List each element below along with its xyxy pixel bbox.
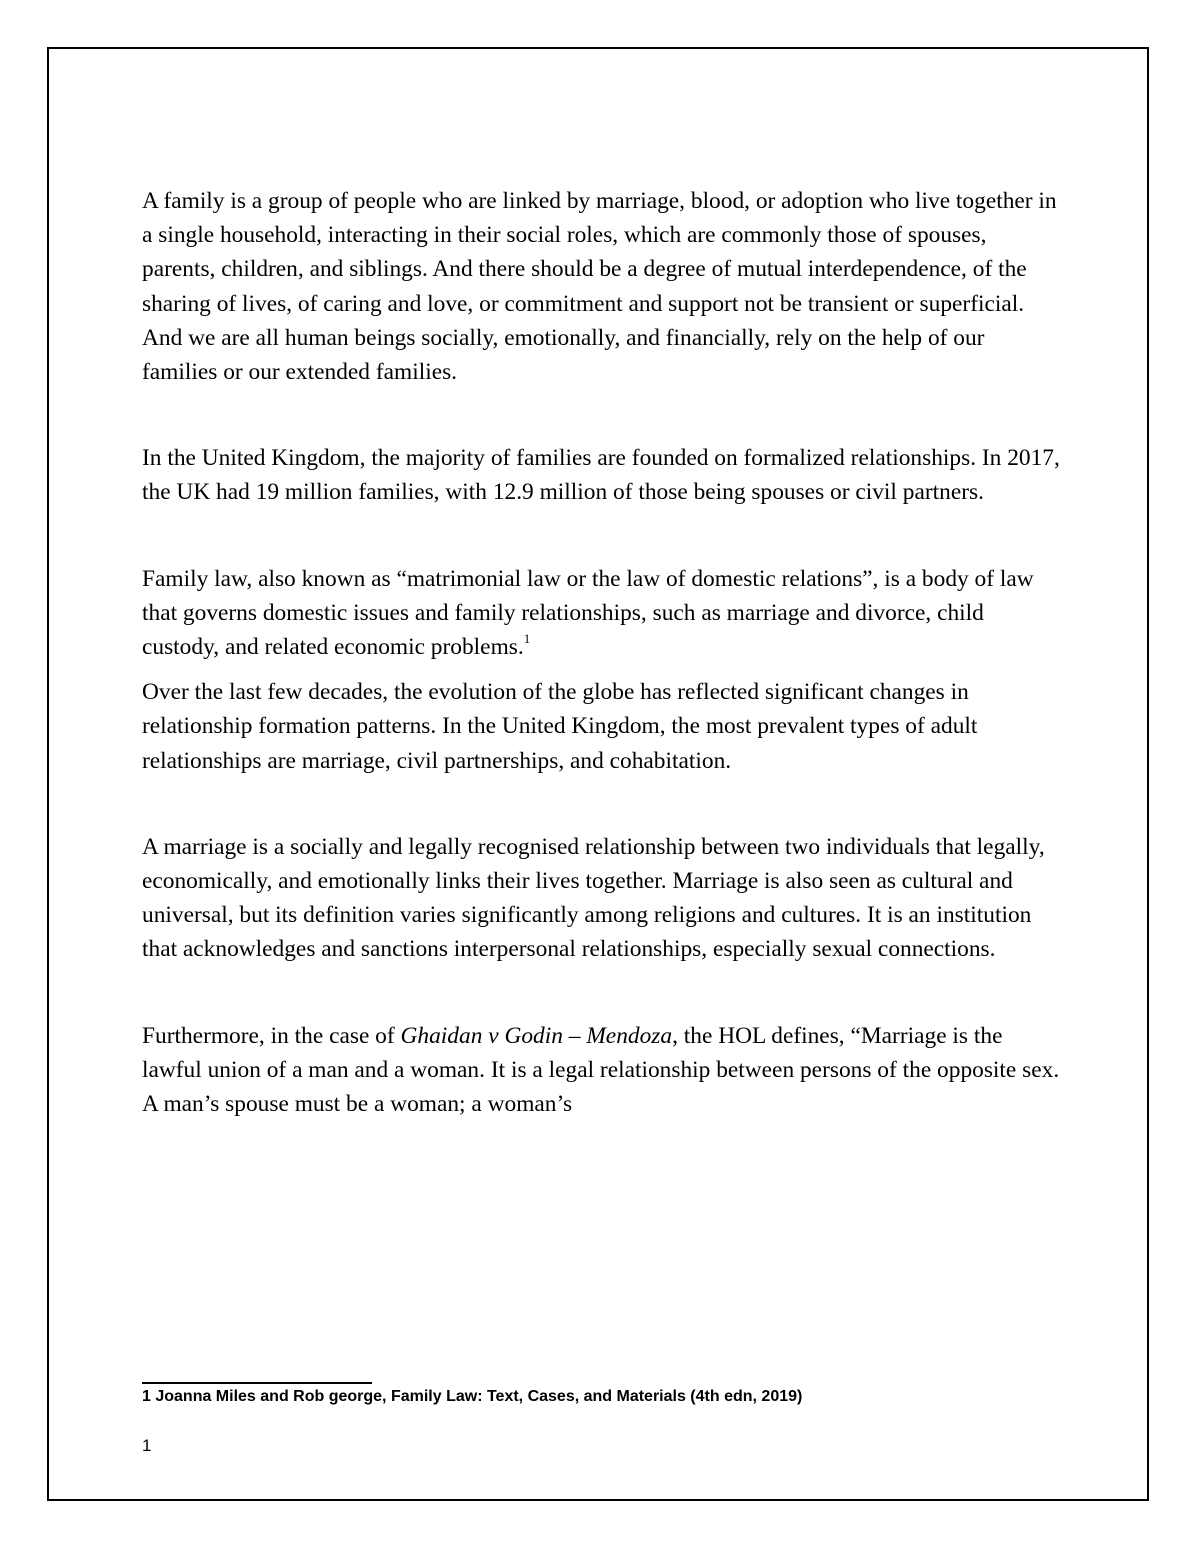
footnote-reference[interactable]: 1	[523, 631, 531, 647]
page-number: 1	[142, 1436, 152, 1455]
case-intro-text: Furthermore, in the case of	[142, 1022, 401, 1049]
family-law-text: Family law, also known as “matrimonial law or the law of domestic relations”, is a body of law that governs domestic issues and family relationships, such as marriage and divorce, child custody, and related economic problems.	[142, 565, 1034, 661]
case-name: Ghaidan v Godin – Mendoza	[400, 1022, 673, 1049]
footnote: 1 Joanna Miles and Rob george, Family Law: Text, Cases, and Materials (4th edn, 2019)	[142, 1388, 803, 1405]
footnote-separator	[142, 1382, 372, 1384]
document-body	[142, 184, 1062, 1121]
case-continuation-text: , the HOL defines, “Marriage is the lawful union of a man and a woman. It is a legal relationship between persons of the opposite sex. A man’s spouse must be a woman; a woman’s	[142, 1022, 1060, 1118]
paragraph-uk-statistics: In the United Kingdom, the majority of families are founded on formalized relationships. In 2017, the UK had 19 million families, with 12.9 million of those being spouses or civil partners.	[142, 445, 1060, 506]
paragraph-family-definition: A family is a group of people who are linked by marriage, blood, or adoption who live together in a single household, interacting in their social roles, which are commonly those of spouses, parents, children, and siblings. And there should be a degree of mutual interdependence, of the sharing of lives, of caring and love, or commitment and support not be transient or superficial. And we are all human beings socially, emotionally, and financially, rely on the help of our families or our extended families.	[142, 188, 1057, 386]
paragraph-relationship-patterns: Over the last few decades, the evolution of the globe has reflected significant changes in relationship formation patterns. In the United Kingdom, the most prevalent types of adult relationships are marriage, civil partnerships, and cohabitation.	[142, 679, 978, 774]
paragraph-family-law	[142, 562, 1062, 665]
paragraph-case-law	[142, 1019, 1062, 1122]
paragraph-marriage-definition: A marriage is a socially and legally recognised relationship between two individuals that legally, economically, and emotionally links their lives together. Marriage is also seen as cultural and universal, but its definition varies significantly among religions and cultures. It is an institution that acknowledges and sanctions interpersonal relationships, especially sexual connections.	[142, 833, 1045, 963]
